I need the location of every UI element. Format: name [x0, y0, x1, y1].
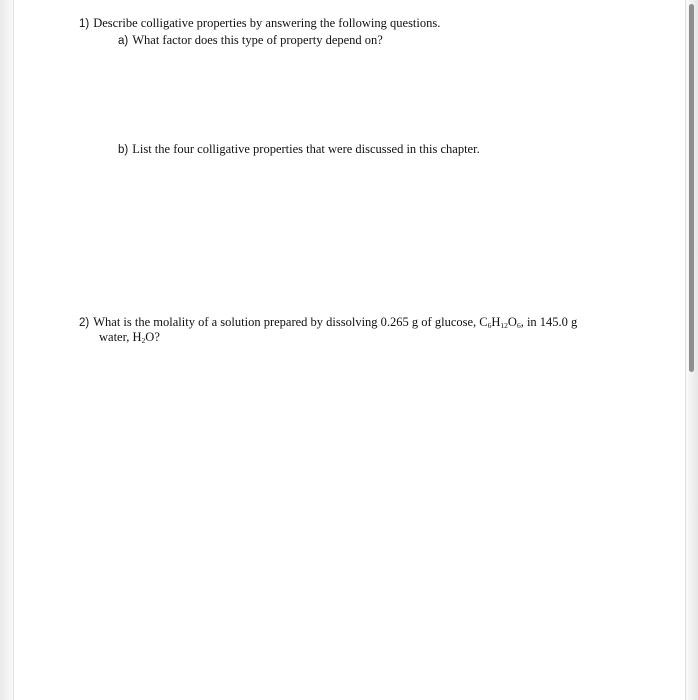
- scrollbar-thumb[interactable]: [689, 4, 694, 372]
- glucose-carbon-subscript: 6: [487, 321, 492, 330]
- question-2-text-end: , in 145.0 g: [520, 315, 578, 329]
- question-2: [79, 315, 577, 331]
- question-1b-label: b): [118, 144, 129, 156]
- question-1b: [118, 142, 480, 158]
- glucose-oxygen: O: [507, 315, 517, 329]
- question-1a: [118, 33, 383, 49]
- water-text: water, H: [99, 330, 142, 344]
- water-text-end: O?: [145, 330, 160, 344]
- question-2-line-2: [99, 330, 160, 345]
- question-2-number: 2): [79, 317, 90, 329]
- glucose-hydrogen-subscript: 12: [500, 321, 508, 330]
- question-2-text: What is the molality of a solution prepared by dissolving 0.265 g of glucose, C: [93, 315, 488, 329]
- question-1-text: Describe colligative properties by answering the following questions.: [93, 16, 441, 30]
- right-page-edge: [685, 0, 698, 700]
- glucose-hydrogen: H: [491, 315, 501, 329]
- question-1a-label: a): [118, 35, 129, 47]
- question-1-number: 1): [79, 18, 90, 30]
- question-1b-text: List the four colligative properties that were discussed in this chapter.: [132, 142, 480, 156]
- question-1a-text: What factor does this type of property depend on?: [132, 33, 383, 47]
- question-1: [79, 16, 440, 32]
- left-page-edge: [0, 0, 14, 700]
- water-subscript: 2: [141, 336, 146, 345]
- glucose-oxygen-subscript: 6: [516, 321, 521, 330]
